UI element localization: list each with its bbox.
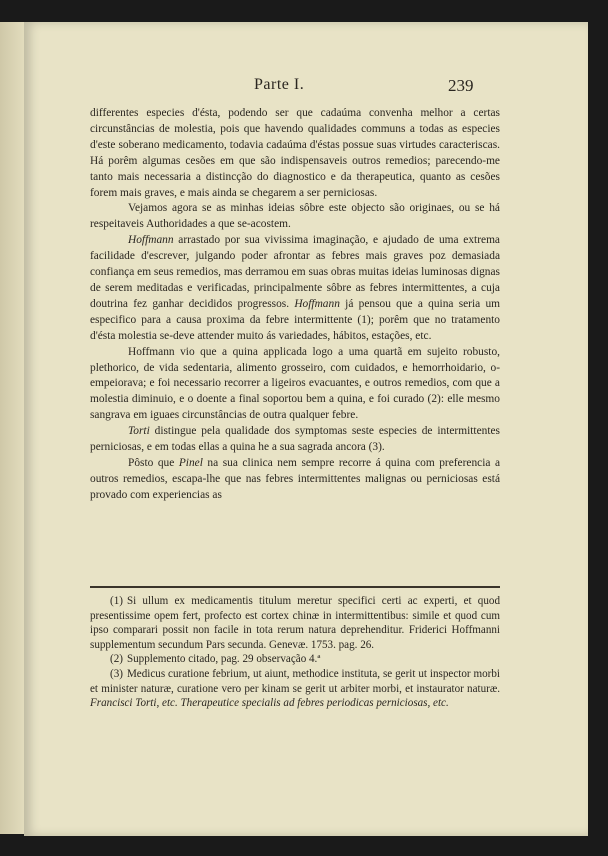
footnote-2 (90, 652, 500, 667)
paragraph-5 (90, 424, 500, 456)
running-head: Parte I. (254, 76, 305, 93)
paragraph-5-text: distingue pela qualidade dos symptomas seste especies de intermittentes perniciosas, e em todas ellas a quina he a sua sagrada ancora (3). (90, 425, 500, 454)
author-name-torti: Torti (128, 425, 150, 438)
footnote-citation: Francisci Torti, etc. Therapeutice specialis ad febres periodicas perniciosas, etc. (90, 697, 449, 710)
paragraph-3-text-b: já pensou que a quina seria um especifico para a causa proxima da febre intermittente (1); porêm que no tratamento d'ésta molestia se-deve attender muito ás variedades, hábitos, estações, etc. (90, 297, 500, 342)
paragraph-6 (90, 456, 500, 504)
author-name-pinel: Pinel (178, 456, 203, 469)
footnote-text: Supplemento citado, pag. 29 observação 4.ª (126, 653, 321, 666)
author-name-hoffmann: Hoffmann (128, 234, 174, 247)
footnote-1 (90, 594, 500, 652)
footnote-mark: (3) (110, 667, 123, 680)
paragraph-3 (90, 233, 500, 344)
paragraph-6-text: na sua clinica nem sempre recorre á quina com preferencia a outros remedios, escapa-lhe que nas febres intermittentes malignas ou perniciosas está provado com experiencias as (90, 456, 501, 501)
main-text (90, 106, 500, 504)
footnote-mark: (2) (110, 653, 123, 666)
footnote-divider (90, 586, 500, 588)
facing-page-edge (0, 22, 24, 834)
paragraph-3-text-a: arrastado por sua vivissima imaginação, e ajudado de uma extrema facilidade d'escrever, julgando poder afrontar as febres mais graves poz demasiada confiança em seus remedios, mas derramou em suas obras muitas ideias luminosas dignas de serem meditadas e verificadas, principalmente sôbre as febres intermittentes, a cuja doutrina fez ganhar decididos progressos. (90, 234, 500, 310)
footnote-mark: (1) (110, 595, 123, 607)
paragraph-1: differentes especies d'ésta, podendo ser que cadaúma convenha melhor a certas circunstâncias de molestia, pois que havendo qualidades communs a todas as especies d'este soberano medicamento, todavia cadaúma d'éstas possue suas virtudes caracteriscas. Há porêm algumas cesões em que são indispensaveis outros remedios; parecendo-me tanto mais necessaria a distincção do diagnostico e da therapeutica, quanto as cesões forem mais graves, e mais ainda se chegarem a ser perniciosas. (90, 107, 500, 199)
page-number: 239 (448, 76, 474, 95)
footnote-3 (90, 667, 500, 711)
paragraph-2: Vejamos agora se as minhas ideias sôbre este objecto são originaes, ou se há respeitaveis Authoridades a que se-acostem. (90, 202, 500, 231)
book-page (24, 22, 588, 836)
footnote-text: Si ullum ex medicamentis titulum meretur specifici certi ac experti, et quod presentissime opem fert, profecto est cortex chinæ in intermittentibus: simile et quod cum ipso comparari possit non facile in tota rerum natura deprehenditur. Friderici Hoffmanni supplementum secundum Pars secunda. Genevæ. 1753. pag. 26. (90, 595, 500, 651)
page-header (24, 76, 588, 104)
author-name-hoffmann-2: Hoffmann (294, 297, 340, 310)
paragraph-6-pre: Pôsto que (128, 456, 179, 469)
footnotes (90, 594, 500, 711)
footnote-text: Medicus curatione febrium, ut aiunt, methodice instituta, se gerit ut inspector morbi et minister naturæ, curatione vero per kinam se gerit ut arbiter morbi, et instaurator naturæ. (90, 667, 500, 695)
paragraph-4: Hoffmann vio que a quina applicada logo a uma quartã em sujeito robusto, plethorico, de vida sedentaria, alimento grosseiro, com cuidados, e hemorrhoidario, o-empeiorava; e foi necessario recorrer a ligeiros evacuantes, e outros remedios, com que a molestia diminuio, e o doente a final soportou bem a quina, e foi curado (2): elle mesmo sangrava em iguaes circunstâncias de outra qualquer febre. (90, 345, 500, 422)
